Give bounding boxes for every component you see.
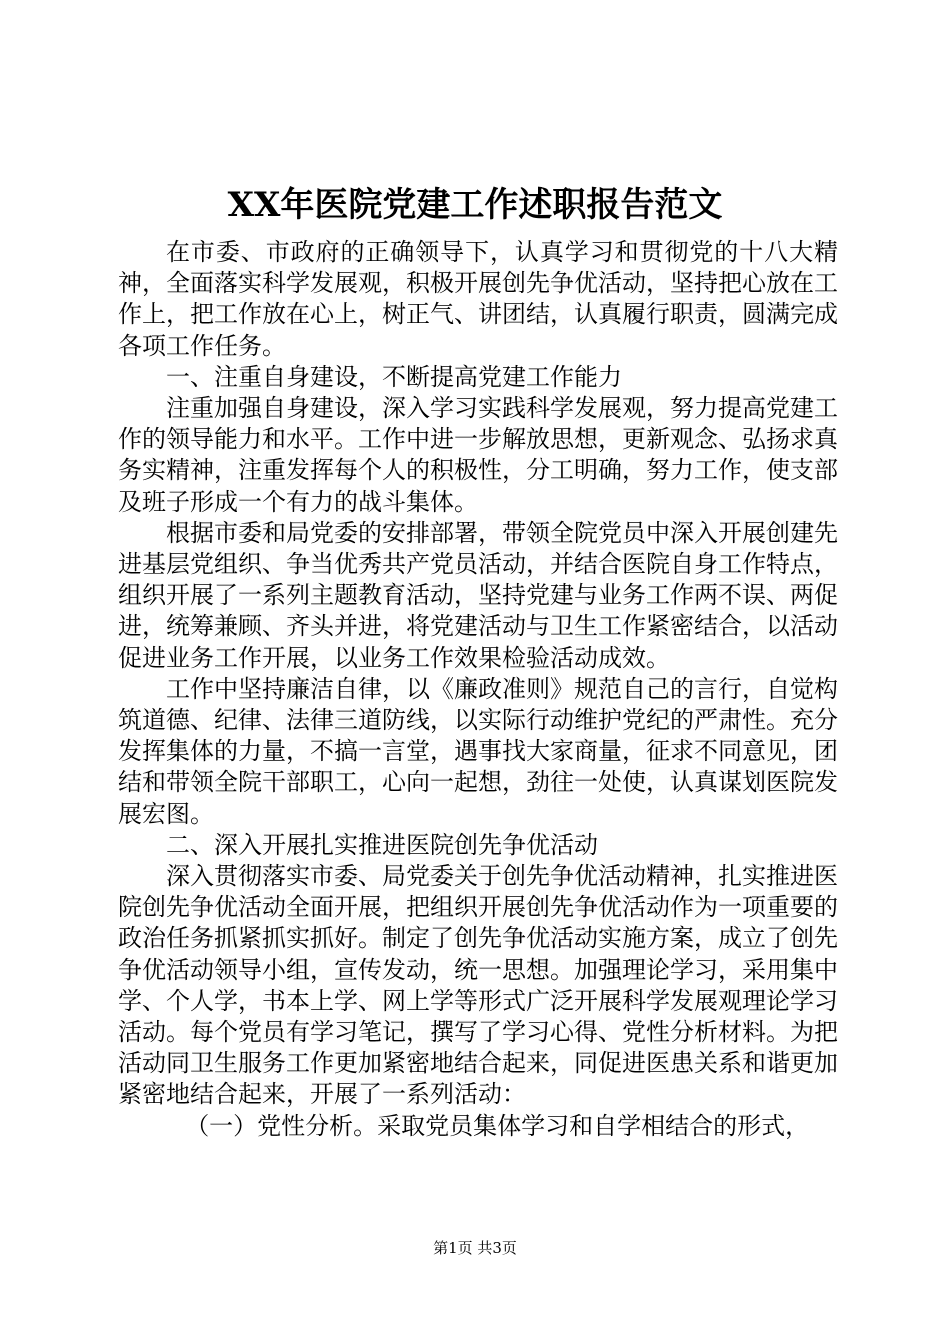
paragraph: 注重加强自身建设，深入学习实践科学发展观，努力提高党建工作的领导能力和水平。工作中进一步解放思想，更新观念、弘扬求真务实精神，注重发挥每个人的积极性，分工明确，努力工作，使支部及班子形成一个有力的战斗集体。: [118, 394, 838, 516]
paragraph: 深入贯彻落实市委、局党委关于创先争优活动精神，扎实推进医院创先争优活动全面开展，把组织开展创先争优活动作为一项重要的政治任务抓紧抓实抓好。制定了创先争优活动实施方案，成立了创先争优活动领导小组，宣传发动，统一思想。加强理论学习，采用集中学、个人学，书本上学、网上学等形式广泛开展科学发展观理论学习活动。每个党员有学习笔记，撰写了学习心得、党性分析材料。为把活动同卫生服务工作更加紧密地结合起来，同促进医患关系和谐更加紧密地结合起来，开展了一系列活动：: [118, 862, 838, 1109]
section-heading-2: 二、深入开展扎实推进医院创先争优活动: [166, 830, 598, 859]
paragraph: 工作中坚持廉洁自律，以《廉政准则》规范自己的言行，自觉构筑道德、纪律、法律三道防线，以实际行动维护党纪的严肃性。充分发挥集体的力量，不搞一言堂，遇事找大家商量，征求不同意见，团结和带领全院干部职工，心向一起想，劲往一处使，认真谋划医院发展宏图。: [118, 674, 838, 828]
paragraph: 根据市委和局党委的安排部署，带领全院党员中深入开展创建先进基层党组织、争当优秀共产党员活动，并结合医院自身工作特点，组织开展了一系列主题教育活动，坚持党建与业务工作两不误、两促进，统筹兼顾、齐头并进，将党建活动与卫生工作紧密结合，以活动促进业务工作开展，以业务工作效果检验活动成效。: [118, 518, 838, 672]
list-item: （一）党性分析。采取党员集体学习和自学相结合的形式，: [185, 1111, 810, 1140]
page-number: 第1页 共3页: [433, 1239, 517, 1257]
document-body: [118, 237, 838, 1142]
document-title: XX年医院党建工作述职报告范文: [227, 185, 723, 225]
paragraph-intro: 在市委、市政府的正确领导下，认真学习和贯彻党的十八大精神，全面落实科学发展观，积极开展创先争优活动，坚持把心放在工作上，把工作放在心上，树正气、讲团结，认真履行职责，圆满完成各项工作任务。: [118, 238, 838, 360]
section-heading-1: 一、注重自身建设，不断提高党建工作能力: [166, 362, 622, 391]
